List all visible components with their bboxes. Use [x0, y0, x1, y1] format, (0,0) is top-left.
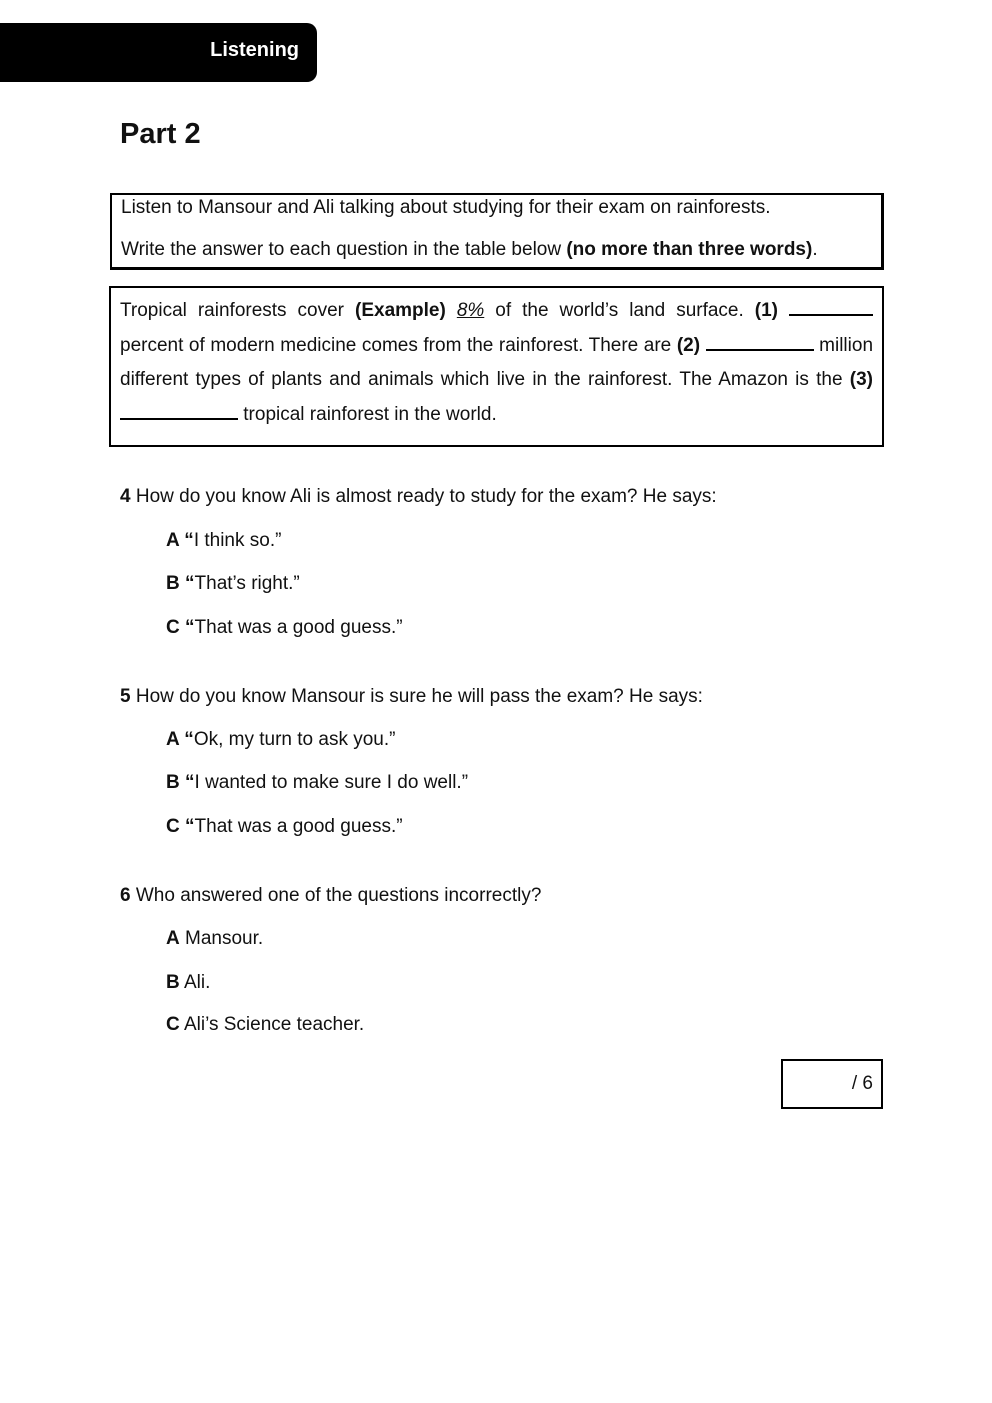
option-text: That was a good guess.” — [194, 617, 403, 638]
option-letter: C — [166, 1014, 180, 1035]
option-text: Mansour. — [179, 928, 264, 949]
section-tab-label: Listening — [210, 39, 299, 61]
option-text: Ok, my turn to ask you.” — [193, 729, 396, 750]
gap-2-label: (2) — [676, 334, 701, 356]
part-title: Part 2 — [120, 118, 201, 150]
question-text: How do you know Ali is almost ready to study for the exam? He says: — [130, 486, 717, 507]
instructions-line-2 — [121, 239, 818, 261]
option-text: I think so.” — [193, 530, 282, 551]
question-text: Who answered one of the questions incorrectly? — [130, 885, 542, 906]
gap-1-label: (1) — [754, 300, 778, 321]
option-letter: A — [166, 729, 180, 750]
gap-3-label: (3) — [849, 369, 873, 390]
question-4-option-a[interactable] — [166, 530, 281, 552]
gap-text-5: tropical rainforest in the world. — [238, 403, 497, 425]
section-tab — [0, 23, 317, 82]
instructions-line-2-text: Write the answer to each question in the table below — [121, 239, 567, 260]
example-answer: 8% — [456, 300, 485, 321]
question-number: 6 — [120, 885, 131, 906]
gap-fill-paragraph — [120, 294, 873, 432]
question-number: 5 — [120, 686, 131, 707]
question-5 — [120, 686, 703, 708]
question-5-option-a[interactable] — [166, 729, 395, 751]
option-text: Ali. — [179, 972, 211, 993]
question-6-option-b[interactable] — [166, 972, 210, 994]
question-6-option-c[interactable] — [166, 1014, 364, 1036]
option-quote-mark: “ — [179, 772, 195, 793]
option-letter: A — [166, 928, 180, 949]
question-number: 4 — [120, 486, 131, 507]
question-6-option-a[interactable] — [166, 928, 263, 950]
option-letter: B — [166, 573, 180, 594]
question-4-option-b[interactable] — [166, 573, 300, 595]
option-quote-mark: “ — [179, 573, 195, 594]
question-text: How do you know Mansour is sure he will pass the exam? He says: — [130, 686, 703, 707]
gap-text-2: of the world’s land surface. — [484, 300, 755, 321]
gap-text-4: million different types of plants and animals which live in the rainforest. The Amazon is the — [120, 334, 874, 390]
option-text: I wanted to make sure I do well.” — [194, 772, 469, 793]
gap-text-3: percent of modern medicine comes from the rainforest. There are — [120, 334, 677, 356]
instructions-box — [110, 193, 884, 270]
instructions-line-1: Listen to Mansour and Ali talking about studying for their exam on rainforests. — [121, 197, 771, 218]
question-4-option-c[interactable] — [166, 617, 403, 639]
gap-2-blank[interactable] — [706, 331, 814, 351]
gap-3-blank[interactable] — [120, 400, 238, 420]
word-limit: (no more than three words) — [566, 239, 813, 260]
question-4 — [120, 486, 717, 508]
score-box — [781, 1059, 883, 1109]
gap-1-blank[interactable] — [789, 296, 873, 316]
question-5-option-c[interactable] — [166, 816, 403, 838]
score-total: / 6 — [851, 1073, 873, 1094]
gap-text-1: Tropical rainforests cover — [120, 300, 355, 321]
option-quote-mark: “ — [179, 617, 195, 638]
option-quote-mark: “ — [179, 816, 195, 837]
example-label: (Example) — [355, 300, 446, 321]
option-text: That was a good guess.” — [194, 816, 403, 837]
option-letter: B — [166, 772, 180, 793]
option-letter: B — [166, 972, 180, 993]
option-letter: C — [166, 816, 180, 837]
option-letter: C — [166, 617, 180, 638]
question-5-option-b[interactable] — [166, 772, 468, 794]
option-text: Ali’s Science teacher. — [179, 1014, 365, 1035]
option-quote-mark: “ — [179, 530, 194, 551]
gap-fill-box — [109, 286, 884, 447]
option-quote-mark: “ — [179, 729, 194, 750]
option-letter: A — [166, 530, 180, 551]
instructions-line-2-end: . — [812, 239, 818, 260]
option-text: That’s right.” — [194, 573, 300, 594]
question-6 — [120, 885, 541, 907]
